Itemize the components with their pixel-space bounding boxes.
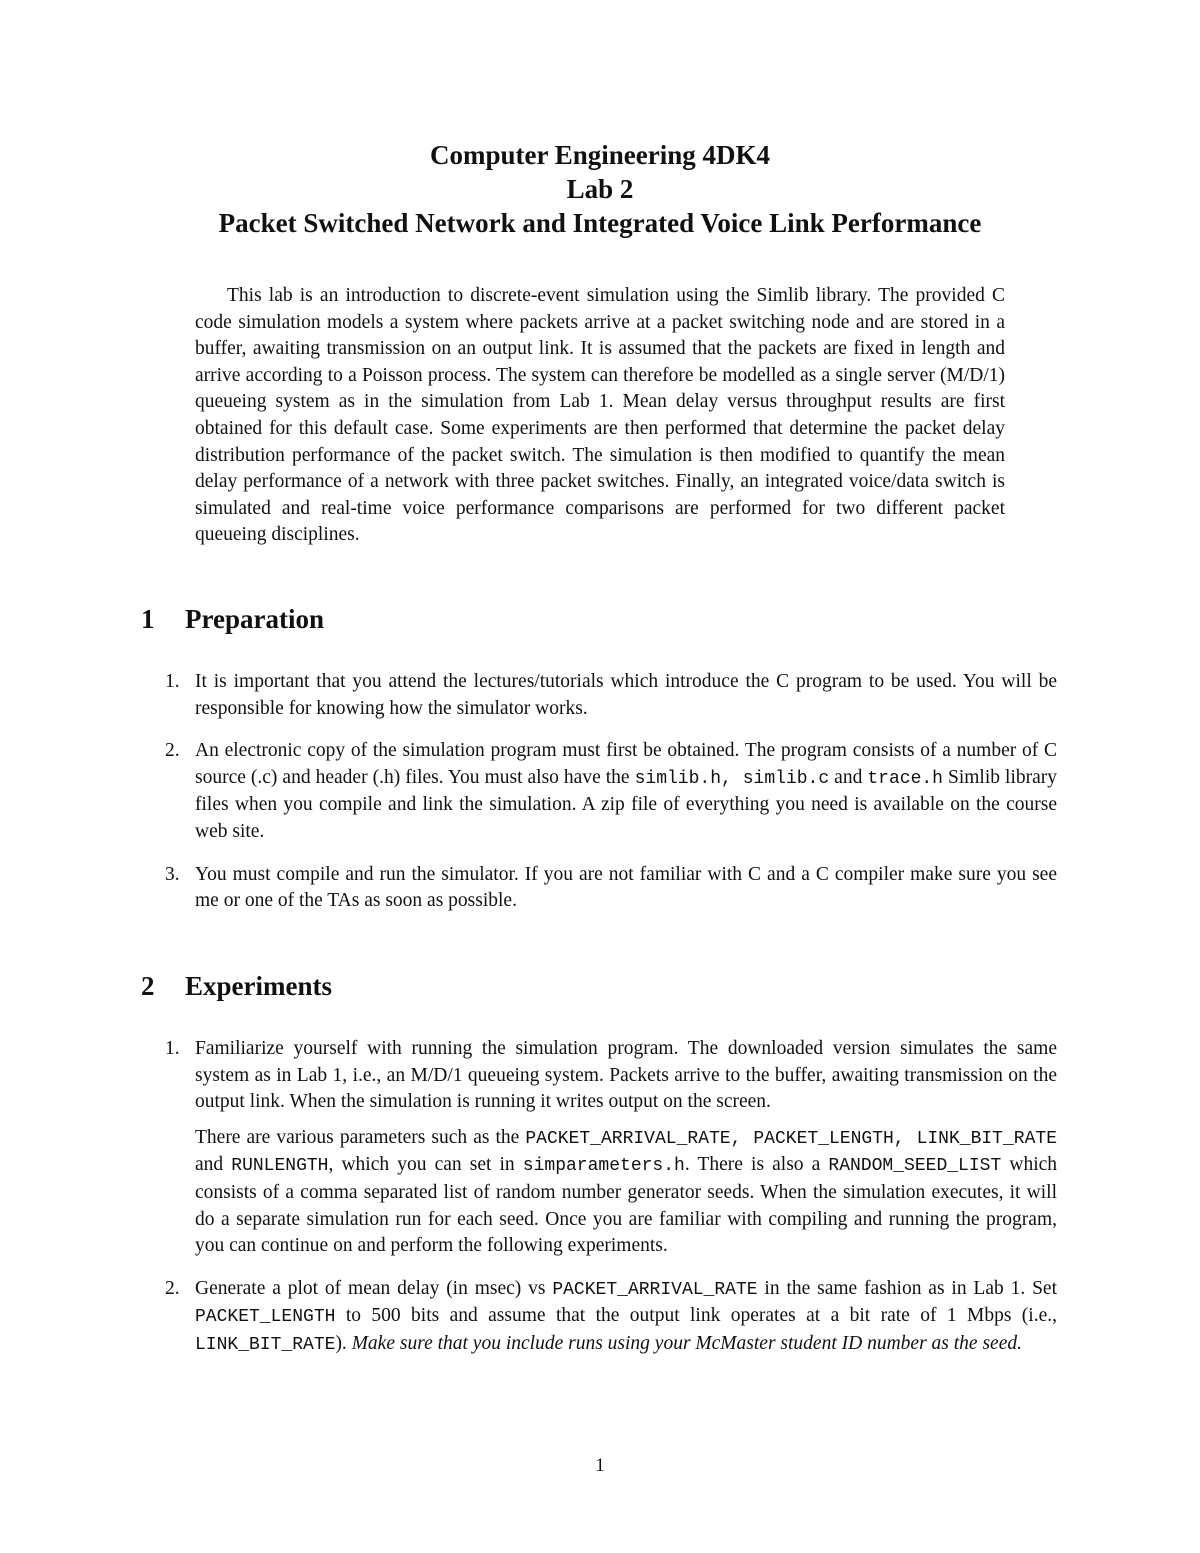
section-title: Experiments (185, 971, 332, 1001)
list-marker: 2. (165, 740, 180, 762)
text-run: to 500 bits and assume that the output link operates at a bit rate of 1 Mbps (i.e., (335, 1305, 1057, 1327)
code-parameters: PACKET_ARRIVAL_RATE, PACKET_LENGTH, LINK_BIT_RATE (525, 1128, 1057, 1149)
text-run: which consists of a comma separated list of random number generator seeds. When the simulation executes, it will do a separate simulation run for each seed. Once you are familiar with compiling and running the program, you can continue on and perform the following experiments. (195, 1154, 1058, 1257)
code-packet-length: PACKET_LENGTH (195, 1307, 336, 1328)
list-marker: 2. (165, 1277, 180, 1299)
code-runlength: RUNLENGTH (231, 1156, 329, 1177)
text-run: . There is also a (684, 1154, 829, 1176)
list-item-text: It is important that you attend the lectures/tutorials which introduce the C program to be used. You will be responsible for knowing how the simulator works. (195, 671, 1057, 719)
lab-title: Packet Switched Network and Integrated Voice Link Performance (218, 208, 982, 238)
list-item-text: An electronic copy of the simulation program must first be obtained. The program consists of a number of C source (.c) and header (.h) files. You must also have the (195, 740, 1057, 788)
list-item (165, 1036, 1058, 1260)
text-run: in the same fashion as in Lab 1. Set (757, 1277, 1057, 1299)
text-run: , which you can set in (328, 1154, 523, 1176)
list-marker: 3. (165, 863, 180, 885)
list-item-text: and (829, 766, 868, 788)
list-marker: 1. (165, 1038, 180, 1059)
section-heading-preparation (141, 604, 324, 635)
list-item-text: Simlib library files when you compile and link the simulation. A zip file of everything you need is available on the course web site. (195, 766, 1058, 842)
text-run: and (195, 1154, 232, 1176)
list-item (165, 669, 1057, 722)
list-item-paragraph (195, 1125, 1057, 1260)
code-random-seed-list: RANDOM_SEED_LIST (828, 1156, 1002, 1177)
emphasis-note: Make sure that you include runs using your McMaster student ID number as the seed. (351, 1332, 1022, 1354)
code-simlib-files: simlib.h, simlib.c (634, 768, 830, 789)
text-run: There are various parameters such as the (195, 1126, 526, 1148)
list-item-paragraph: Familiarize yourself with running the simulation program. The downloaded version simulates the same system as in Lab 1, i.e., an M/D/1 queueing system. Packets arrive to the buffer, awaiting transmission on the output link. When the simulation is running it writes output on the screen. (195, 1038, 1057, 1113)
abstract-paragraph: This lab is an introduction to discrete-event simulation using the Simlib library. The provided C code simulation models a system where packets arrive at a packet switching node and are stored in a buffer, awaiting transmission on an output link. It is assumed that the packets are fixed in length and arrive according to a Poisson process. The system can therefore be modelled as a single server (M/D/1) queueing system as in the simulation from Lab 1. Mean delay versus throughput results are first obtained for this default case. Some experiments are then performed that determine the packet delay distribution performance of the packet switch. The simulation is then modified to quantify the mean delay performance of a network with three packet switches. Finally, an integrated voice/data switch is simulated and real-time voice performance comparisons are performed for two different packet queueing disciplines. (195, 285, 1005, 546)
code-packet-arrival-rate: PACKET_ARRIVAL_RATE (552, 1279, 758, 1300)
lab-number: Lab 2 (566, 174, 634, 204)
text-run: Generate a plot of mean delay (in msec) vs (195, 1277, 553, 1299)
code-trace-file: trace.h (867, 768, 943, 789)
preparation-list (165, 669, 1058, 931)
list-marker: 1. (165, 671, 180, 692)
text-run: ). (335, 1332, 352, 1354)
section-heading-experiments (141, 971, 332, 1002)
page-number: 1 (595, 1455, 605, 1476)
code-simparameters-file: simparameters.h (522, 1156, 685, 1177)
course-title: Computer Engineering 4DK4 (429, 140, 770, 170)
code-link-bit-rate: LINK_BIT_RATE (195, 1334, 336, 1355)
section-title: Preparation (185, 604, 324, 634)
list-item (165, 862, 1057, 915)
list-item-text: You must compile and run the simulator. If you are not familiar with C and a C compiler make sure you see me or one of the TAs as soon as possible. (195, 863, 1057, 912)
list-item (165, 738, 1058, 845)
list-item (165, 1276, 1057, 1359)
section-number: 2 (141, 971, 155, 1001)
section-number: 1 (141, 604, 155, 634)
title-block (0, 138, 1200, 240)
experiments-list (165, 1036, 1058, 1375)
